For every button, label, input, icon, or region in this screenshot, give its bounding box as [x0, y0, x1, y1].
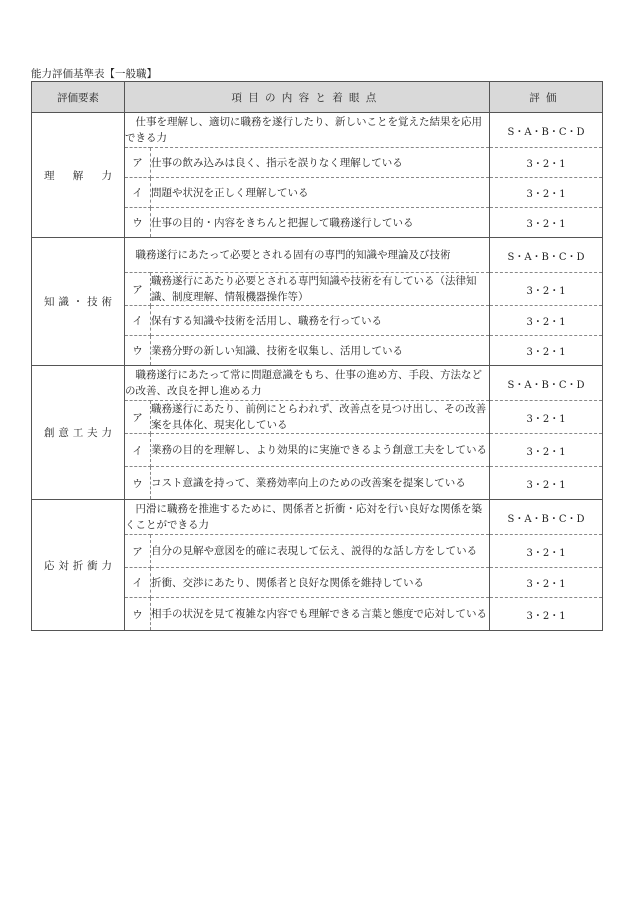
- section-lead-row: [32, 238, 603, 273]
- category-char: ・: [72, 296, 84, 308]
- item-letter: ア: [125, 273, 151, 306]
- category-char: 技: [87, 296, 98, 308]
- category-char: 工: [72, 427, 84, 439]
- section-lead-text: [125, 500, 490, 535]
- item-text: 仕事の目的・内容をきちんと把握して職務遂行している: [151, 208, 490, 238]
- item-text: 業務の目的を理解し、より効果的に実施できるよう創意工夫をしている: [151, 434, 490, 467]
- section-lead-row: [32, 113, 603, 148]
- item-letter: ウ: [125, 336, 151, 366]
- category-char: 意: [58, 427, 69, 439]
- item-letter: ウ: [125, 598, 151, 631]
- document-title: 能力評価基準表【一般職】: [31, 68, 157, 80]
- item-text: 折衝、交渉にあたり、関係者と良好な関係を維持している: [151, 568, 490, 598]
- item-rating-scale: 3・2・1: [490, 148, 603, 178]
- category-char: 折: [72, 559, 84, 572]
- item-letter: ウ: [125, 208, 151, 238]
- lead-rating-scale: S・A・B・C・D: [490, 238, 603, 273]
- item-letter: イ: [125, 568, 151, 598]
- evaluation-criteria-table: [31, 81, 603, 631]
- category-cell: [32, 500, 125, 631]
- lead-text: 職務遂行にあたって必要とされる固有の専門的知識や理論及び技術: [135, 249, 451, 261]
- section-lead-text: [125, 366, 490, 401]
- item-rating-scale: 3・2・1: [490, 208, 603, 238]
- category-label: [32, 425, 124, 440]
- category-label: [32, 294, 124, 309]
- category-cell: [32, 366, 125, 500]
- item-letter: ウ: [125, 467, 151, 500]
- item-letter: イ: [125, 178, 151, 208]
- category-label: [32, 558, 124, 573]
- section-lead-text: [125, 113, 490, 148]
- lead-text: 仕事を理解し、適切に職務を遂行したり、新しいことを覚えた結果を応用できる力: [125, 116, 482, 144]
- section-lead-row: [32, 366, 603, 401]
- header-item-content: 項目の内容と着眼点: [125, 82, 490, 113]
- category-char: 夫: [87, 427, 98, 439]
- header-row: [32, 82, 603, 113]
- item-rating-scale: 3・2・1: [490, 306, 603, 336]
- section-lead-text: [125, 238, 490, 273]
- category-char: 応: [44, 559, 55, 572]
- category-cell: [32, 113, 125, 238]
- item-rating-scale: 3・2・1: [490, 568, 603, 598]
- item-text: 相手の状況を見て複雑な内容でも理解できる言葉と態度で応対している: [151, 598, 490, 631]
- category-char: 創: [44, 427, 55, 439]
- item-rating-scale: 3・2・1: [490, 336, 603, 366]
- item-rating-scale: 3・2・1: [490, 401, 603, 434]
- item-text: 仕事の飲み込みは良く、指示を誤りなく理解している: [151, 148, 490, 178]
- item-rating-scale: 3・2・1: [490, 535, 603, 568]
- category-char: 解: [72, 169, 84, 182]
- category-char: 力: [101, 427, 112, 439]
- category-label: [32, 168, 124, 183]
- item-text: 業務分野の新しい知識、技術を収集し、活用している: [151, 336, 490, 366]
- category-char: 力: [101, 559, 112, 572]
- item-letter: ア: [125, 535, 151, 568]
- item-text: 自分の見解や意図を的確に表現して伝え、説得的な話し方をしている: [151, 535, 490, 568]
- item-letter: イ: [125, 434, 151, 467]
- item-text: 職務遂行にあたり必要とされる専門知識や技術を有している（法律知識、制度理解、情報機器操作等）: [151, 273, 490, 306]
- item-letter: イ: [125, 306, 151, 336]
- item-rating-scale: 3・2・1: [490, 467, 603, 500]
- category-char: 術: [101, 296, 112, 308]
- item-text: 職務遂行にあたり、前例にとらわれず、改善点を見つけ出し、その改善案を具体化、現実化している: [151, 401, 490, 434]
- lead-text: 職務遂行にあたって常に問題意識をもち、仕事の進め方、手段、方法などの改善、改良を押し進める力: [125, 369, 482, 397]
- category-char: 理: [44, 169, 55, 182]
- item-rating-scale: 3・2・1: [490, 598, 603, 631]
- lead-rating-scale: S・A・B・C・D: [490, 366, 603, 401]
- item-text: コスト意識を持って、業務効率向上のための改善案を提案している: [151, 467, 490, 500]
- lead-rating-scale: S・A・B・C・D: [490, 500, 603, 535]
- item-letter: ア: [125, 148, 151, 178]
- category-char: 対: [58, 559, 69, 572]
- header-rating: 評価: [490, 82, 603, 113]
- category-char: 力: [101, 169, 112, 182]
- item-text: 保有する知識や技術を活用し、職務を行っている: [151, 306, 490, 336]
- item-rating-scale: 3・2・1: [490, 178, 603, 208]
- section-lead-row: [32, 500, 603, 535]
- category-char: 衝: [87, 559, 98, 572]
- item-letter: ア: [125, 401, 151, 434]
- lead-text: 円滑に職務を推進するために、関係者と折衝・応対を行い良好な関係を築くことができる力: [125, 503, 482, 531]
- item-text: 問題や状況を正しく理解している: [151, 178, 490, 208]
- item-rating-scale: 3・2・1: [490, 434, 603, 467]
- item-rating-scale: 3・2・1: [490, 273, 603, 306]
- lead-rating-scale: S・A・B・C・D: [490, 113, 603, 148]
- header-evaluation-element: 評価要素: [32, 82, 125, 113]
- category-cell: [32, 238, 125, 366]
- category-char: 知: [44, 296, 55, 308]
- category-char: 識: [58, 296, 69, 308]
